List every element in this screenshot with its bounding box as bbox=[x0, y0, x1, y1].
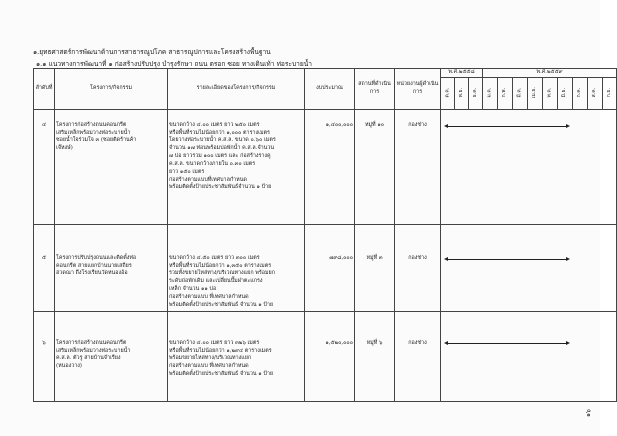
row-detail: ขนาดกว้าง ๔.๐๐ เมตร ยาว ๒๕๐ เมตร หรือพื้นที่รวมไม่น้อยกว่า ๑,๐๐๐ ตารางเมตร โดยวางท่อระบายน้ำ ค.ส.ล. ขนาด ๐.๖๐ เมตร จำนวน ๑๗ ท่อนพร้อมบ่อพักน้ำ ค.ส.ล.จำนวน ๗ บ่อ ยาวรวม ๑๐๐ เมตร และ ก่อสร้างรางคู ค.ส.ล. ขนาดกว้างภายใน ๐.๓๐ เมตร ยาว ๑๕๐ เมตร ก่อสร้างตามแบบที่เทศบาลกำหนด พร้อมติดตั้งป้ายประชาสัมพันธ์จำนวน ๑ ป้าย bbox=[168, 109, 305, 224]
row-budget: ๑,๔๐๐,๐๐๐ bbox=[305, 109, 355, 224]
strategy-heading: ๑.ยุทธศาสตร์การพัฒนาด้านการสาธารณูปโภค สาธารณูปการและโครงสร้างพื้นฐาน bbox=[33, 48, 271, 56]
col-budget: งบประมาณ bbox=[305, 69, 355, 110]
row-place: หมู่ที่ ๖ bbox=[355, 311, 395, 401]
row-budget: ๑,๕๒๐,๐๐๐ bbox=[305, 311, 355, 401]
row-timeline bbox=[441, 109, 617, 224]
month-header: มี.ค. bbox=[513, 77, 528, 109]
col-detail: รายละเอียดของโครงการ/กิจกรรม bbox=[168, 69, 305, 110]
row-detail: ขนาดกว้าง ๔.๐๐ เมตร ยาว ๓๒๖ เมตร หรือพื้นที่รวมไม่น้อยกว่า ๑,๒๙๔ ตารางเมตร พร้อมขยายไหล่ทาง/บริเวณทางแยก ก่อสร้างตามแบบ ที่เทศบาลกำหนด พร้อมติดตั้งป้ายประชาสัมพันธ์ จำนวน ๑ ป้าย bbox=[168, 311, 305, 401]
row-timeline bbox=[441, 311, 617, 401]
row-project: โครงการก่อสร้างถนนคอนกรีต เสริมเหล็กพร้อมวางท่อระบายน้ำ ค.ส.ล. ตัวรู สายบ้านจำเรียง (หนองวาง) bbox=[55, 311, 168, 401]
row-seq: ๖ bbox=[34, 311, 55, 401]
row-budget: ๗๙๘,๐๐๐ bbox=[305, 224, 355, 311]
month-header: ก.ค. bbox=[573, 77, 588, 109]
col-year-2558: พ.ศ.๒๕๕๘ bbox=[441, 69, 483, 78]
row-place: หมู่ที่ ๓ bbox=[355, 224, 395, 311]
col-owner: หน่วยงานผู้ดำเนินการ bbox=[395, 69, 441, 110]
table-row bbox=[34, 109, 617, 224]
plan-heading: ๑.๑ แนวทางการพัฒนาที่ ๑ ก่อสร้างปรับปรุง บำรุงรักษา ถนน ตรอก ซอย ทางเดินเท้า ท่อระบายน้ำ bbox=[36, 60, 312, 68]
row-seq: ๕ bbox=[34, 224, 55, 311]
month-header: ม.ค. bbox=[483, 77, 498, 109]
month-header: เม.ย. bbox=[528, 77, 543, 109]
month-header: พ.ย. bbox=[455, 77, 469, 109]
project-plan-table bbox=[33, 68, 617, 402]
month-header: ส.ค. bbox=[588, 77, 603, 109]
row-detail: ขนาดกว้าง ๔.๕๐ เมตร ยาว ๓๐๐ เมตร หรือพื้นที่รวมไม่น้อยกว่า ๑,๓๕๐ ตารางเมตร รวมทั้งขยายไหล่ทาง/บริเวณทางแยก พร้อมยก ระดับถ่อพักเดิม และเปลี่ยนปั๊มฝาตะแกรง เหล็ก จำนวน ๑๑ บ่อ ก่อสร้างตามแบบ ที่เทศบาลกำหนด พร้อมติดตั้งป้ายประชาสัมพันธ์ จำนวน ๑ ป้าย bbox=[168, 224, 305, 311]
month-header: ก.พ. bbox=[498, 77, 513, 109]
table-row bbox=[34, 224, 617, 311]
col-year-2559: พ.ศ.๒๕๕๙ bbox=[483, 69, 617, 78]
row-owner: กองช่าง bbox=[395, 224, 441, 311]
row-owner: กองช่าง bbox=[395, 311, 441, 401]
table-row bbox=[34, 311, 617, 401]
month-header: มิ.ย. bbox=[558, 77, 573, 109]
page-number: ๑๖ bbox=[584, 409, 592, 417]
row-place: หมู่ที่ ๑๐ bbox=[355, 109, 395, 224]
timeline-bar bbox=[446, 343, 568, 344]
col-project: โครงการ/กิจกรรม bbox=[55, 69, 168, 110]
month-header: ธ.ค. bbox=[469, 77, 483, 109]
row-project: โครงการก่อสร้างถนนคอนกรีต เสริมเหล็กพร้อมวางท่อระบายน้ำ ซอยน้ำใจร่วมใจ ๓ (ซอยติดร้านค้า เจ๊หงษ์) bbox=[55, 109, 168, 224]
month-header: ก.ย. bbox=[603, 77, 617, 109]
timeline-bar bbox=[446, 259, 568, 260]
row-seq: ๔ bbox=[34, 109, 55, 224]
month-header: ต.ค. bbox=[441, 77, 455, 109]
timeline-bar bbox=[446, 126, 568, 127]
row-timeline bbox=[441, 224, 617, 311]
row-owner: กองช่าง bbox=[395, 109, 441, 224]
col-seq: ลำดับที่ bbox=[34, 69, 55, 110]
month-header: พ.ค. bbox=[543, 77, 558, 109]
col-place: สถานที่ดำเนินการ bbox=[355, 69, 395, 110]
row-project: โครงการปรับปรุงถนนและติดตั้งท่อ คอนกรีต สายแยกบ้านนายเสถียร ฮวดณา ถึงโรงเรียนวัดหนองอ้อ bbox=[55, 224, 168, 311]
